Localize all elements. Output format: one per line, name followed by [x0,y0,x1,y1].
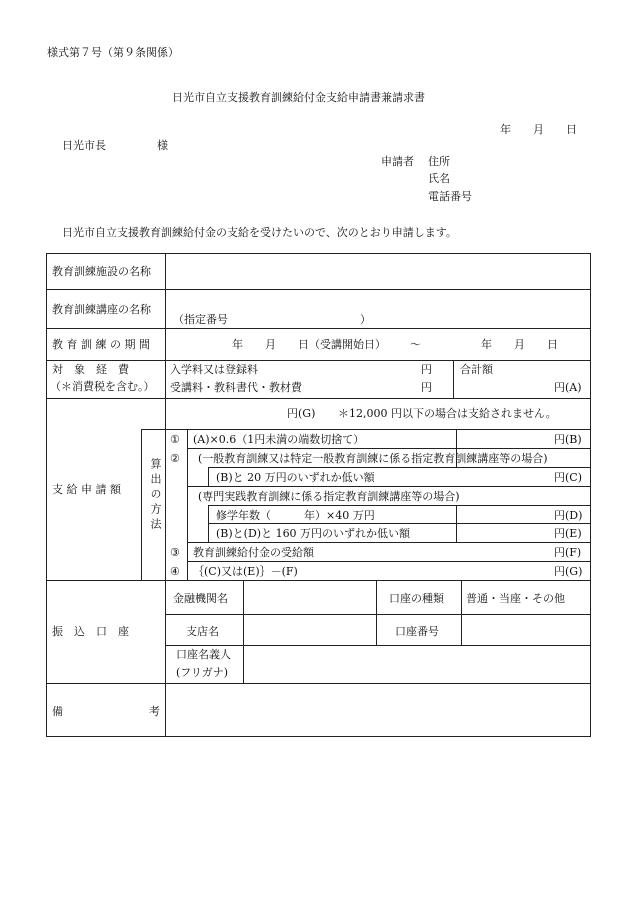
total-yen-a[interactable]: 円(A) [554,381,582,394]
honorific: 様 [157,139,168,152]
total-label: 合計額 [460,363,493,376]
phone-label: 電話番号 [428,190,472,203]
intro-text: 日光市自立支援教育訓練給付金の支給を受けたいので、次のとおり申請します。 [62,226,457,239]
yen-d[interactable]: 円(D) [554,509,583,522]
yen-b[interactable]: 円(B) [554,433,582,446]
yen-c[interactable]: 円(C) [554,471,582,484]
row-2a-text: (一般教育訓練又は特定一般教育訓練に係る指定教育訓練講座等の場合) [198,452,548,465]
course-label: 教育訓練講座の名称 [52,303,151,316]
entrance-fee-label: 入学料又は登録料 [170,363,258,376]
period-label: 教 育 訓 練 の 期 間 [52,338,150,351]
cost-label: 対 象 経 費 [52,363,129,376]
payment-yen-g[interactable]: 円(G) [287,407,316,420]
holder-furigana-label: (フリガナ) [176,666,229,679]
facility-label: 教育訓練施設の名称 [52,265,151,278]
account-type-label: 口座の種類 [389,592,444,605]
branch-label: 支店名 [186,625,219,638]
circle-2: ② [170,452,180,465]
circle-1: ① [170,433,180,446]
entrance-fee-yen[interactable]: 円 [421,363,432,376]
circle-3: ③ [170,546,180,559]
remarks-label-1: 備 [52,705,63,718]
tuition-fee-label: 受講料・教科書代・教材費 [170,381,302,394]
transfer-account-label: 振 込 口 座 [52,625,129,638]
period-start[interactable]: 年 月 日（受講開始日） [232,338,386,351]
payment-label: 支 給 申 請 額 [52,483,121,496]
minimum-note: ＊12,000 円以下の場合は支給されません。 [338,407,557,420]
yen-g[interactable]: 円(G) [554,565,583,578]
date-field[interactable]: 年 月 日 [500,123,577,136]
account-type-options[interactable]: 普通・当座・その他 [466,592,565,605]
name-label: 氏名 [428,172,450,185]
yen-f[interactable]: 円(F) [554,546,582,559]
bank-name-label: 金融機関名 [173,592,228,605]
tuition-fee-yen[interactable]: 円 [421,381,432,394]
calc-method-label: 算出の方法 [149,458,162,533]
row-3-text: 教育訓練給付金の受給額 [193,546,314,559]
row-2e-text: (B)と(D)と 160 万円のいずれか低い額 [216,527,411,540]
row-2b-text: (B)と 20 万円のいずれか低い額 [216,471,375,484]
cost-label-tax: （＊消費税を含む。） [50,380,155,393]
form-number: 様式第７号（第９条関係） [47,46,179,59]
page-title: 日光市自立支援教育訓練給付金支給申請書兼請求書 [172,91,425,104]
yen-e[interactable]: 円(E) [554,527,582,540]
period-end[interactable]: 年 月 日 [481,338,558,351]
remarks-label-2: 考 [149,705,160,718]
row-1-text: (A)×0.6（1円未満の端数切捨て） [193,433,365,446]
address-label: 住所 [428,155,450,168]
holder-label: 口座名義人 [176,648,231,661]
application-form [46,253,591,737]
designation-number-field[interactable]: （指定番号 ） [173,313,371,326]
account-number-label: 口座番号 [395,625,439,638]
applicant-label: 申請者 [381,155,414,168]
row-2d-text: 修学年数（ 年）×40 万円 [216,509,375,522]
row-2c-text: (専門実践教育訓練に係る指定教育訓練講座等の場合) [198,490,460,503]
circle-4: ④ [170,565,180,578]
row-4-text: ｛(C)又は(E)｝－(F) [193,565,298,578]
addressee: 日光市長 [62,139,106,152]
period-separator: ～ [410,338,421,351]
